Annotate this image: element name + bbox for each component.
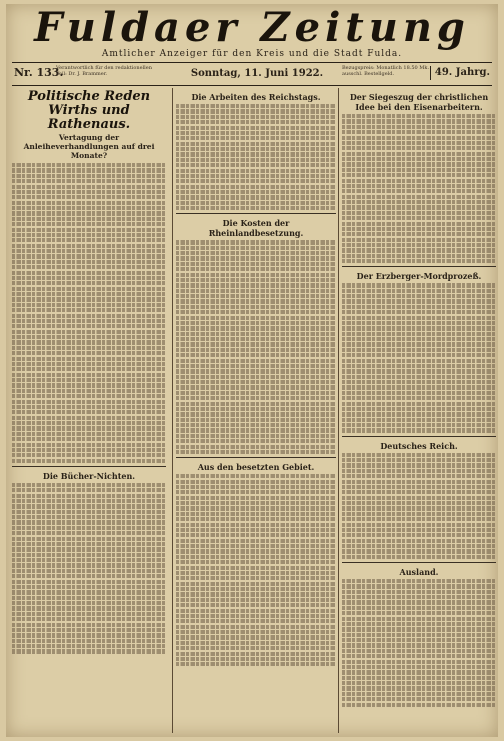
newspaper-subtitle: Amtlicher Anzeiger für den Kreis und die Stadt Fulda.	[101, 49, 403, 59]
volume-year: 49. Jahrg.	[430, 66, 490, 80]
article-headline: Politische Reden Wirths und Rathenaus.	[27, 89, 151, 132]
article-headline: Die Kosten der Rheinlandbesetzung.	[208, 218, 304, 239]
article-body	[342, 283, 496, 432]
article-body	[176, 240, 336, 454]
article-headline: Die Arbeiten des Reichstags.	[191, 92, 321, 102]
column-right	[338, 88, 496, 733]
article-body	[176, 104, 336, 210]
issue-number: Nr. 133.	[14, 66, 64, 79]
article-body	[176, 474, 336, 666]
newspaper-title: Fuldaer Zeitung	[34, 4, 470, 51]
article-headline: Deutsches Reich.	[380, 440, 458, 451]
article-body	[342, 453, 496, 559]
article-body	[342, 579, 496, 707]
column-middle	[172, 88, 336, 733]
issue-info-bar	[12, 62, 492, 86]
article-body	[12, 163, 166, 463]
article-headline: Der Siegeszug der christlichen Idee bei den Eisenarbeitern.	[349, 92, 489, 112]
article-headline: Der Erzberger-Mordprozeß.	[356, 271, 482, 282]
masthead	[6, 4, 498, 66]
editor-note: Verantwortlich für den redaktionellen Teil: Dr. J. Brammer.	[56, 65, 152, 77]
subscription-note: Bezugspreis: Monatlich 18.50 Mk. ausschl. Bestellgeld.	[342, 65, 430, 77]
article-subhead: Vertagung der Anleiheverhandlungen auf drei Monate?	[23, 133, 155, 160]
article-headline: Aus den besetzten Gebiet.	[197, 462, 315, 473]
issue-date: Sonntag, 11. Juni 1922.	[190, 68, 324, 79]
newspaper-page	[6, 4, 498, 737]
article-body	[12, 483, 166, 654]
column-left	[12, 88, 166, 733]
section-heading: Die Bücher-Nichten.	[42, 470, 136, 481]
article-headline: Ausland.	[399, 566, 439, 577]
article-body	[342, 114, 496, 263]
